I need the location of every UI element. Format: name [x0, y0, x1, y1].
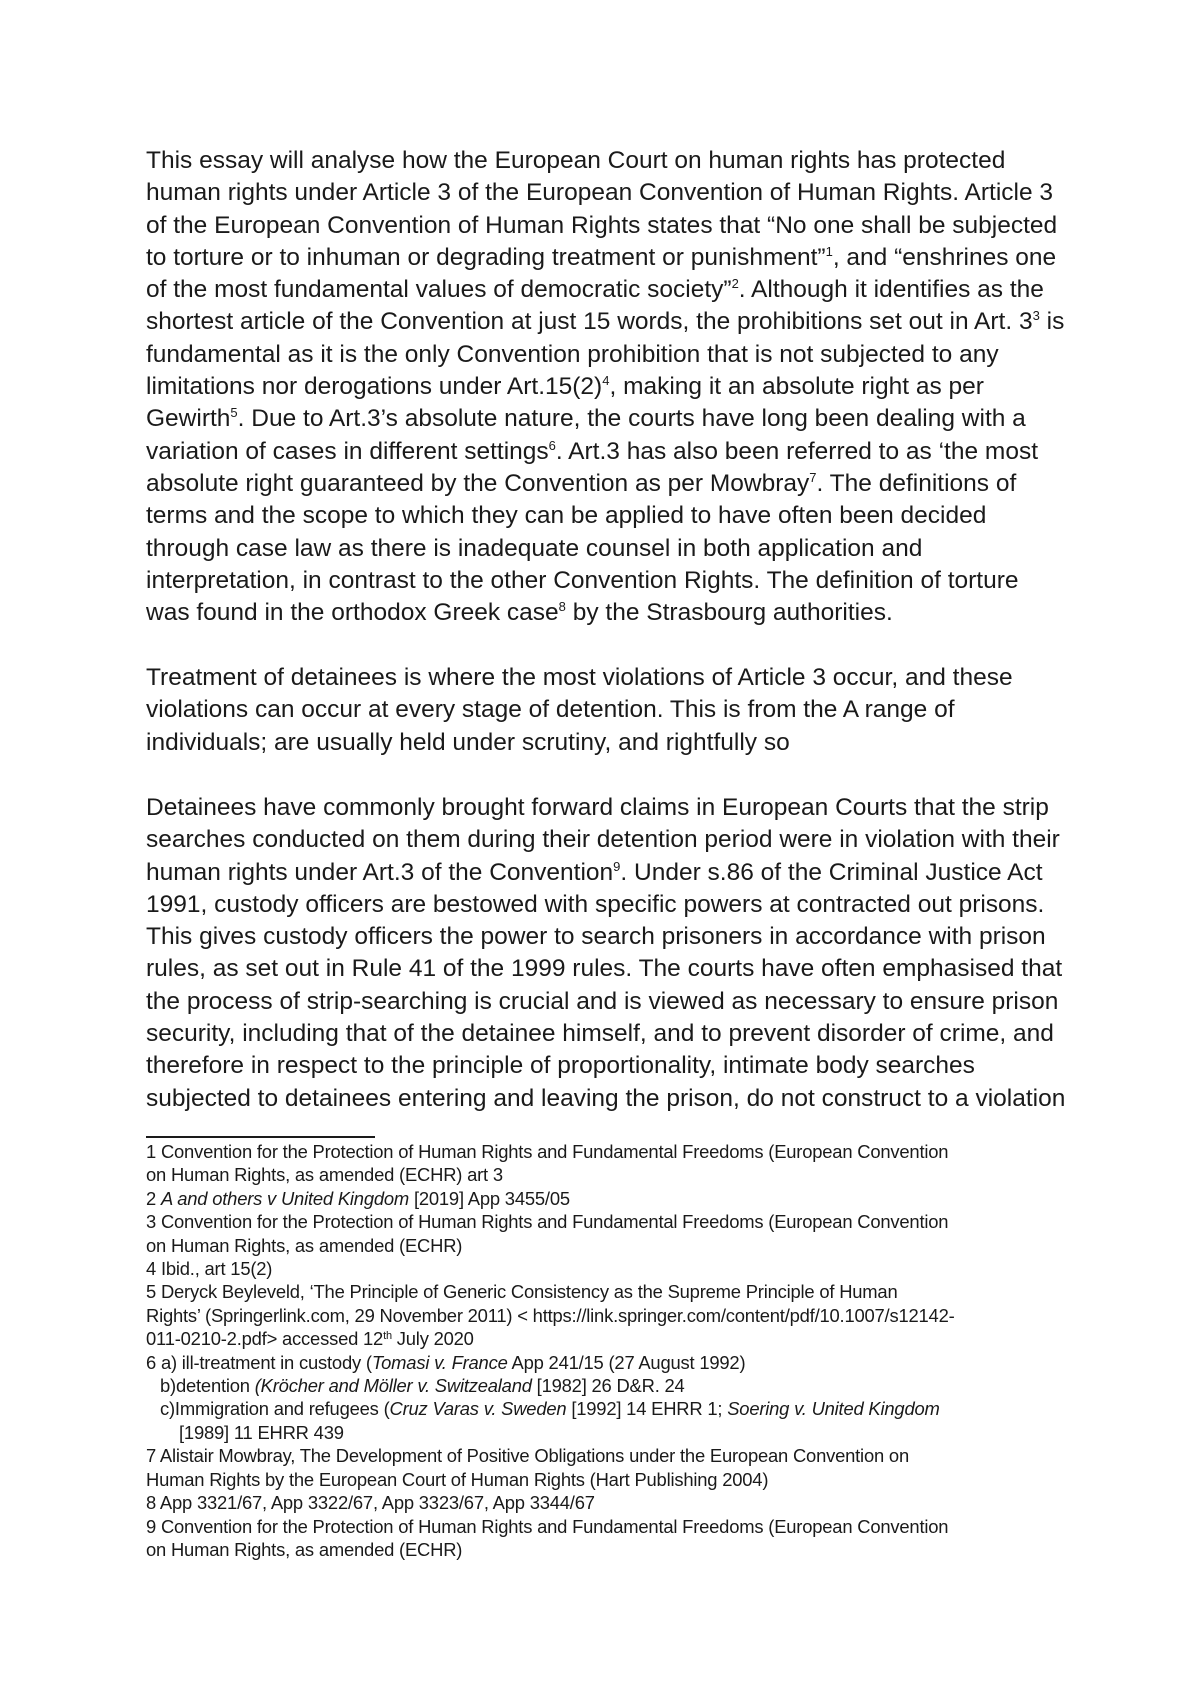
text-line: absolute right guaranteed by the Convention as per Mowbray$^7$. The definitions of: [146, 469, 1017, 497]
footnote-line: 011-0210-2.pdf> accessed 12th July 2020: [146, 1328, 474, 1350]
text-line: terms and the scope to which they can be applied to have often been decided: [146, 502, 987, 530]
footnote-line: c)Immigration and refugees (Cruz Varas v. Sweden [1992] 14 EHRR 1; Soering v. United Kingdom: [160, 1398, 940, 1420]
footnote-line: on Human Rights, as amended (ECHR): [146, 1538, 463, 1560]
footnote-line: Rights’ (Springerlink.com, 29 November 2011) < https://link.springer.com/content/pdf/10.1007/s12142-: [146, 1304, 955, 1326]
footnote-ref: 6: [548, 437, 556, 453]
text-line: shortest article of the Convention at just 15 words, the prohibitions set out in Art. $3^3$ is: [146, 308, 1065, 336]
footnote-line: 2 A and others v United Kingdom [2019] App 3455/05: [146, 1187, 570, 1209]
text-line: the process of strip-searching is crucial and is viewed as necessary to ensure prison: [146, 987, 1059, 1015]
text-line: security, including that of the detainee himself, and to prevent disorder of crime, and: [146, 1020, 1054, 1048]
text-line: interpretation, in contrast to the other Convention Rights. The definition of torture: [146, 566, 1019, 594]
footnote-line: 5 Deryck Beyleveld, ‘The Principle of Generic Consistency as the Supreme Principle of Human: [146, 1281, 898, 1303]
footnote-line: 3 Convention for the Protection of Human Rights and Fundamental Freedoms (European Convention: [146, 1211, 949, 1233]
paragraph-strip-searches: [146, 792, 1076, 1115]
footnote-ref: 8: [558, 599, 566, 615]
case-name: Soering v. United Kingdom: [727, 1398, 940, 1420]
text-line: rules, as set out in Rule 41 of the 1999 rules. The courts have often emphasised that: [146, 955, 1063, 983]
footnote-divider: [146, 1136, 375, 1138]
footnote-line: on Human Rights, as amended (ECHR): [146, 1234, 463, 1256]
text-line: fundamental as it is the only Convention prohibition that is not subjected to any: [146, 340, 999, 368]
footnotes: [146, 1140, 1076, 1561]
text-line: subjected to detainees entering and leaving the prison, do not construct to a violation: [146, 1084, 1066, 1112]
footnote-line: 7 Alistair Mowbray, The Development of Positive Obligations under the European Convention on: [146, 1445, 909, 1467]
footnote-ref: 3: [1032, 308, 1040, 324]
text-line: This gives custody officers the power to search prisoners in accordance with prison: [146, 923, 1046, 951]
footnote-line: 1 Convention for the Protection of Human Rights and Fundamental Freedoms (European Convention: [146, 1141, 949, 1162]
text-line: Treatment of detainees is where the most violations of Article 3 occur, and these: [146, 664, 1013, 691]
text-line: variation of cases in different settings$^6$. Art.3 has also been referred to as ‘the most: [146, 437, 1038, 465]
text-line: Gewirth$^5$. Due to Art.3’s absolute nature, the courts have long been dealing with a: [146, 405, 1026, 433]
footnote-ref: 4: [602, 373, 610, 389]
footnote-line: b)detention (Kröcher and Möller v. Switzealand [1982] 26 D&R. 24: [160, 1375, 685, 1397]
text-line: human rights under Art.3 of the Convention$^9$. Under s.86 of the Criminal Justice Act: [146, 858, 1043, 886]
footnote-line: Human Rights by the European Court of Human Rights (Hart Publishing 2004): [146, 1468, 769, 1490]
text-line: individuals; are usually held under scrutiny, and rightfully so: [146, 728, 790, 756]
text-line: of the most fundamental values of democratic society”$^2$. Although it identifies as the: [146, 276, 1044, 304]
footnote-line: 8 App 3321/67, App 3322/67, App 3323/67, App 3344/67: [146, 1492, 595, 1514]
text-line: was found in the orthodox Greek case$^8$ by the Strasbourg authorities.: [146, 599, 893, 627]
case-name: Tomasi v. France: [371, 1351, 508, 1373]
case-name: A and others v United Kingdom: [160, 1187, 410, 1209]
text-line: human rights under Article 3 of the European Convention of Human Rights. Article 3: [146, 179, 1054, 207]
paragraph-intro: [146, 145, 1076, 629]
text-line: This essay will analyse how the European Court on human rights has protected: [146, 147, 1006, 174]
text-line: to torture or to inhuman or degrading treatment or punishment”$^1$, and “enshrines one: [146, 243, 1057, 271]
text-line: Detainees have commonly brought forward claims in European Courts that the strip: [146, 794, 1049, 821]
footnote-ref: 5: [230, 405, 238, 421]
footnote-line: 9 Convention for the Protection of Human Rights and Fundamental Freedoms (European Convention: [146, 1515, 949, 1537]
footnote-ref: 2: [731, 276, 739, 292]
text-line: searches conducted on them during their detention period were in violation with their: [146, 826, 1060, 854]
footnote-line: [1989] 11 EHRR 439: [179, 1421, 344, 1443]
case-name: (Kröcher and Möller v. Switzealand: [254, 1375, 532, 1397]
footnote-line: 4 Ibid., art 15(2): [146, 1258, 273, 1280]
text-line: through case law as there is inadequate counsel in both application and: [146, 534, 923, 562]
text-line: therefore in respect to the principle of proportionality, intimate body searches: [146, 1052, 975, 1080]
text-line: violations can occur at every stage of detention. This is from the A range of: [146, 696, 955, 724]
case-name: Cruz Varas v. Sweden: [389, 1398, 567, 1420]
footnote-ref: 7: [809, 469, 817, 485]
footnote-line: on Human Rights, as amended (ECHR) art 3: [146, 1164, 503, 1186]
text-line: limitations nor derogations under $Art.15(2)^4$, making it an absolute right as per: [146, 373, 984, 401]
footnote-ref: 1: [825, 243, 833, 259]
paragraph-detainees: [146, 662, 1076, 759]
footnote-ref: 9: [613, 858, 621, 874]
text-line: 1991, custody officers are bestowed with specific powers at contracted out prisons.: [146, 890, 1045, 918]
text-line: of the European Convention of Human Rights states that “No one shall be subjected: [146, 211, 1058, 239]
footnote-line: 6 a) ill-treatment in custody (Tomasi v. France App 241/15 (27 August 1992): [146, 1351, 746, 1373]
